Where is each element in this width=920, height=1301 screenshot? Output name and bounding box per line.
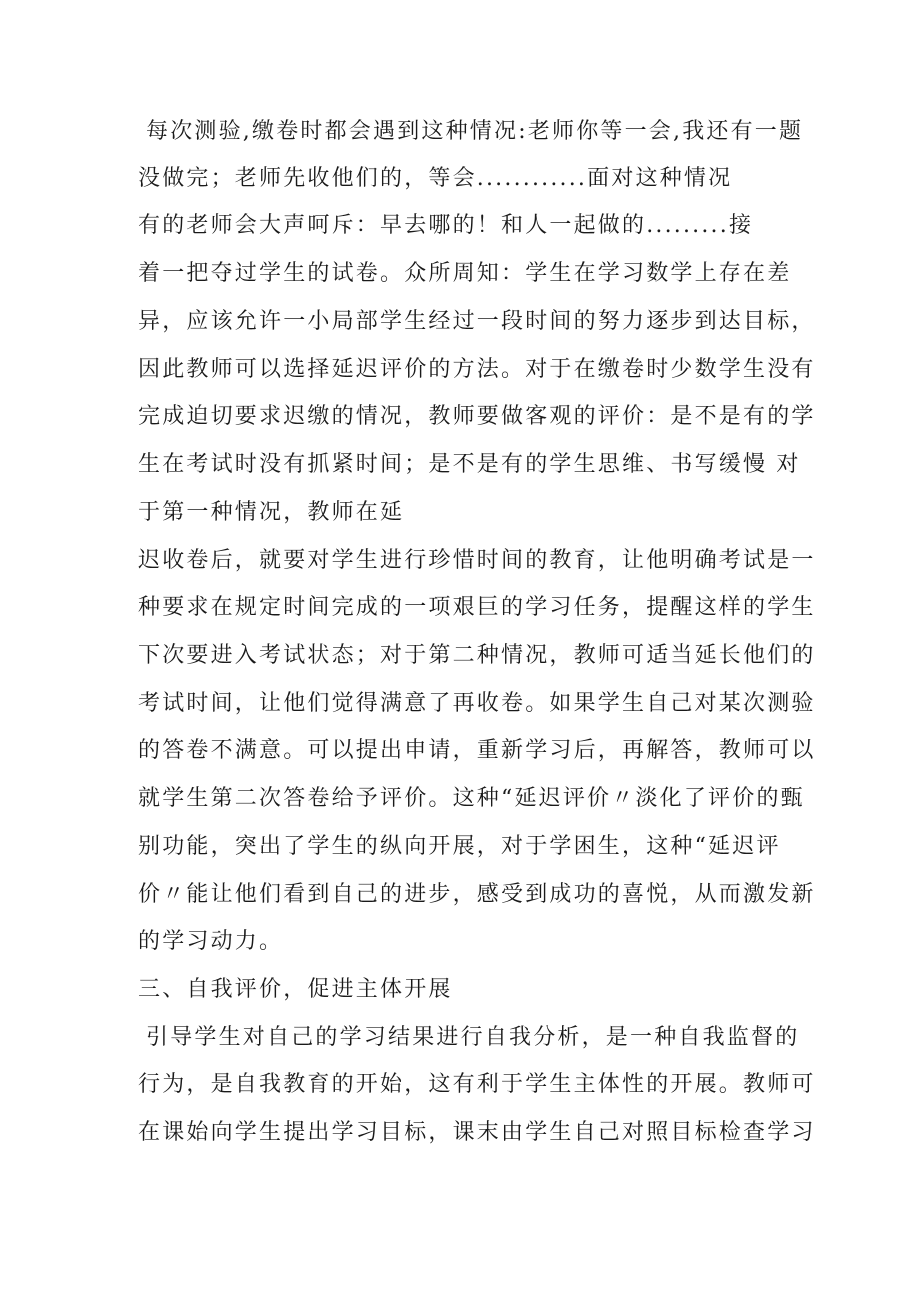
text-line: 种要求在规定时间完成的一项艰巨的学习任务，提醒这样的学生 [138, 595, 816, 620]
text-line: 生在考试时没有抓紧时间；是不是有的学生思维、书写缓慢 对 [138, 452, 801, 477]
text-line: 引导学生对自己的学习结果进行自我分析，是一种自我监督的 [146, 1025, 800, 1050]
text-line: 完成迫切要求迟缴的情况，教师要做客观的评价：是不是有的学 [138, 404, 816, 429]
text-line: 考试时间，让他们觉得满意了再收卷。如果学生自己对某次测验 [138, 691, 816, 716]
text-line: 于第一种情况，教师在延 [138, 500, 405, 525]
text-line: 有的老师会大声呵斥：早去哪的！和人一起做的.........接 [138, 213, 754, 238]
text-line: 迟收卷后，就要对学生进行珍惜时间的教育，让他明确考试是一 [138, 548, 816, 573]
text-line: 下次要进入考试状态；对于第二种情况，教师可适当延长他们的 [138, 643, 816, 668]
section-heading: 三、自我评价，促进主体开展 [138, 977, 453, 1002]
text-line: 每次测验,缴卷时都会遇到这种情况:老师你等一会,我还有一题 [146, 119, 804, 144]
text-line: 的学习动力。 [138, 929, 284, 954]
text-line: 着一把夺过学生的试卷。众所周知：学生在学习数学上存在差 [138, 261, 792, 286]
text-line: 异，应该允许一小局部学生经过一段时间的努力逐步到达目标， [138, 309, 816, 334]
text-line: 没做完；老师先收他们的，等会............面对这种情况 [138, 166, 733, 191]
text-line: 的答卷不满意。可以提出申请，重新学习后，再解答，教师可以 [138, 738, 816, 763]
text-line: 因此教师可以选择延迟评价的方法。对于在缴卷时少数学生没有 [138, 357, 816, 382]
text-line: 行为，是自我教育的开始，这有利于学生主体性的开展。教师可 [138, 1072, 816, 1097]
text-line: 在课始向学生提出学习目标，课末由学生自己对照目标检查学习 [138, 1120, 816, 1145]
text-line: 就学生第二次答卷给予评价。这种“延迟评价〃淡化了评价的甄 [138, 786, 805, 811]
text-line: 价〃能让他们看到自己的进步，感受到成功的喜悦，从而激发新 [138, 882, 816, 907]
text-line: 别功能，突出了学生的纵向开展，对于学困生，这种“延迟评 [138, 834, 781, 859]
